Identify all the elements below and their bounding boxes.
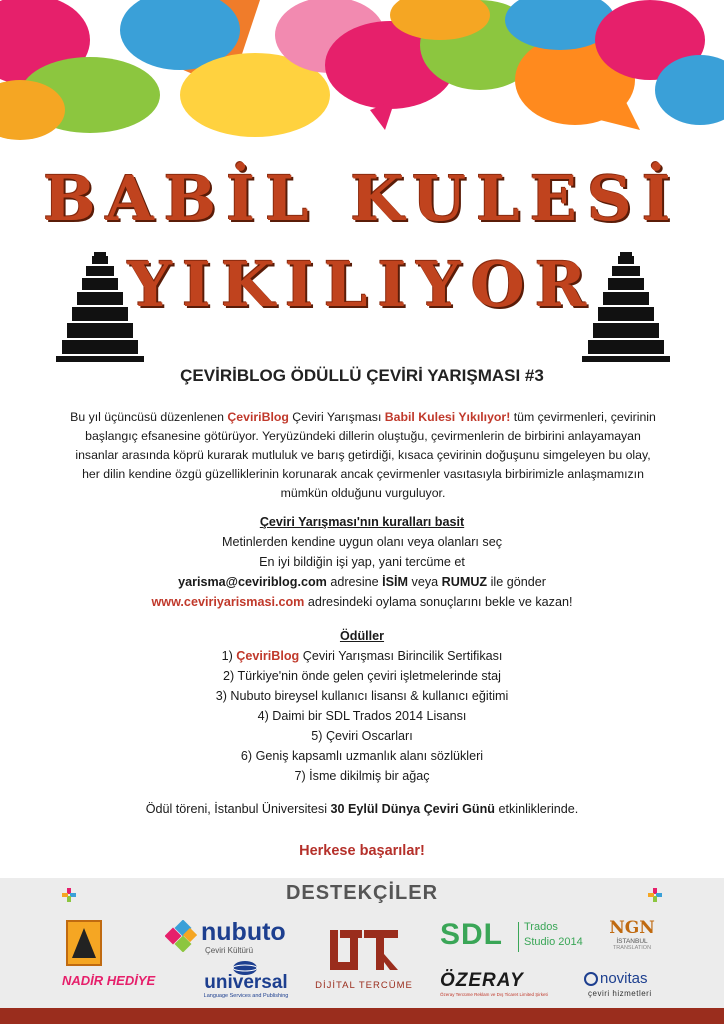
contest-email-link[interactable]: yarisma@ceviriblog.com xyxy=(178,575,327,589)
dijital-tercume-wordmark: DİJİTAL TERCÜME xyxy=(315,980,413,991)
rules-text: İSİM xyxy=(382,575,409,589)
intro-text: tüm çevirmenleri, çevirinin başlangıç efsanesine götürüyor. Yeryüzündeki dillerin oluştuğu, çevirmenlerin de birbirini anlayamayan insanlar arasında köprü kurarak mutluluk ve barış getirdiği, kısaca çevirinin doğuşunu simgeleyen bu olay, her dilin kendine özgü güzelliklerinin korunarak ancak çevirmenler vasıtasıyla birbirimizle anlaşmamızın mümkün olduğunu vurguluyor. xyxy=(75,410,656,500)
sdl-product-version: Studio 2014 xyxy=(524,936,583,948)
ozeray-wordmark: ÖZERAY xyxy=(440,970,524,991)
prizes-heading: Ödüller xyxy=(339,629,385,643)
novitas-emblem-icon xyxy=(584,972,598,986)
babel-tower-icon xyxy=(578,252,674,364)
rules-text: veya xyxy=(408,575,442,589)
contest-subtitle: ÇEVİRİBLOG ÖDÜLLÜ ÇEVİRİ YARIŞMASI #3 xyxy=(180,366,544,385)
universal-wordmark: universal xyxy=(204,972,288,993)
rules-section xyxy=(0,512,724,612)
rules-line: Metinlerden kendine uygun olanı veya olanları seç xyxy=(221,535,503,549)
sdl-wordmark: SDL xyxy=(440,918,503,951)
ngn-istanbul-logo[interactable] xyxy=(608,918,656,962)
prize-item: 6) Geniş kapsamlı uzmanlık alanı sözlükleri xyxy=(240,749,484,763)
intro-text: Bu yıl üçüncüsü düzenlenen xyxy=(70,410,228,424)
nubuto-emblem-icon xyxy=(165,920,197,952)
ngn-wordmark: NGN xyxy=(609,918,655,938)
nadir-hediye-wordmark: NADİR HEDİYE xyxy=(62,973,156,988)
contest-website-link[interactable]: www.ceviriyarismasi.com xyxy=(151,595,305,609)
speech-bubbles-banner xyxy=(0,0,724,140)
nubuto-logo[interactable] xyxy=(165,918,295,958)
sdl-divider xyxy=(518,922,519,952)
prize-item: 3) Nubuto bireysel kullanıcı lisansı & kullanıcı eğitimi xyxy=(215,689,509,703)
nadir-hediye-logo[interactable] xyxy=(62,972,172,998)
ngn-tagline: TRANSLATION xyxy=(612,945,652,951)
prizes-section xyxy=(0,626,724,786)
ozeray-logo[interactable] xyxy=(440,970,555,1000)
sponsors-title: DESTEKÇİLER xyxy=(285,882,439,904)
sdl-product: Trados xyxy=(524,921,558,933)
book-icon xyxy=(68,922,100,964)
prize-item: 4) Daimi bir SDL Trados 2014 Lisansı xyxy=(257,709,467,723)
ceremony-text: etkinliklerinde. xyxy=(494,802,579,816)
rules-text: ile gönder xyxy=(487,575,546,589)
ceviriblog-book-logo[interactable] xyxy=(66,920,102,966)
nubuto-tagline: Çeviri Kültürü xyxy=(205,946,254,955)
sdl-trados-logo[interactable] xyxy=(440,918,590,962)
poster-title-line2: YIKILIYOR xyxy=(127,248,597,321)
prize-item: 5) Çeviri Oscarları xyxy=(311,729,413,743)
novitas-logo[interactable] xyxy=(584,970,674,1000)
intro-paragraph xyxy=(68,408,658,503)
poster-title-line1: BABİL KULESİ xyxy=(43,162,681,235)
dt-monogram-icon xyxy=(326,924,402,974)
universal-tagline: Language Services and Publishing xyxy=(203,993,289,999)
rules-heading: Çeviri Yarışması'nın kuralları basit xyxy=(259,515,465,529)
ceremony-date: 30 Eylül Dünya Çeviri Günü xyxy=(330,802,495,816)
babel-tower-icon xyxy=(52,252,148,364)
rules-line xyxy=(0,572,724,592)
intro-text: Çeviri Yarışması xyxy=(288,410,385,424)
nubuto-wordmark: nubuto xyxy=(201,918,286,946)
novitas-wordmark: novitas xyxy=(600,970,648,987)
rules-text: RUMUZ xyxy=(441,575,488,589)
brand-name: ÇeviriBlog xyxy=(227,410,289,424)
bottom-bar xyxy=(0,1008,724,1024)
ngn-city: İSTANBUL xyxy=(616,938,648,945)
ceremony-note xyxy=(0,802,724,816)
novitas-tagline: çeviri hizmetleri xyxy=(588,989,652,998)
rules-line xyxy=(0,592,724,612)
rules-line: En iyi bildiğin işi yap, yani tercüme et xyxy=(259,555,465,569)
ozeray-tagline: Özeray Tercüme Reklam ve Dış Ticaret Limited Şirketi xyxy=(440,992,548,997)
prize-item: 7) İsme dikilmiş bir ağaç xyxy=(294,769,430,783)
ceremony-text: Ödül töreni, İstanbul Üniversitesi xyxy=(145,802,331,816)
prize-item: 2) Türkiye'nin önde gelen çeviri işletmelerinde staj xyxy=(223,669,501,683)
contest-name: Babil Kulesi Yıkılıyor! xyxy=(384,410,511,424)
universal-logo[interactable] xyxy=(198,960,294,1002)
rules-text: adresine xyxy=(326,575,383,589)
dijital-tercume-logo[interactable] xyxy=(312,924,416,1004)
prize-text: Çeviri Yarışması Birincilik Sertifikası xyxy=(299,649,503,663)
prize-item xyxy=(0,646,724,666)
prize-text: 1) xyxy=(221,649,237,663)
rules-text: adresindeki oylama sonuçlarını bekle ve kazan! xyxy=(304,595,573,609)
brand-name: ÇeviriBlog xyxy=(236,649,300,663)
good-luck-message: Herkese başarılar! xyxy=(299,843,425,859)
